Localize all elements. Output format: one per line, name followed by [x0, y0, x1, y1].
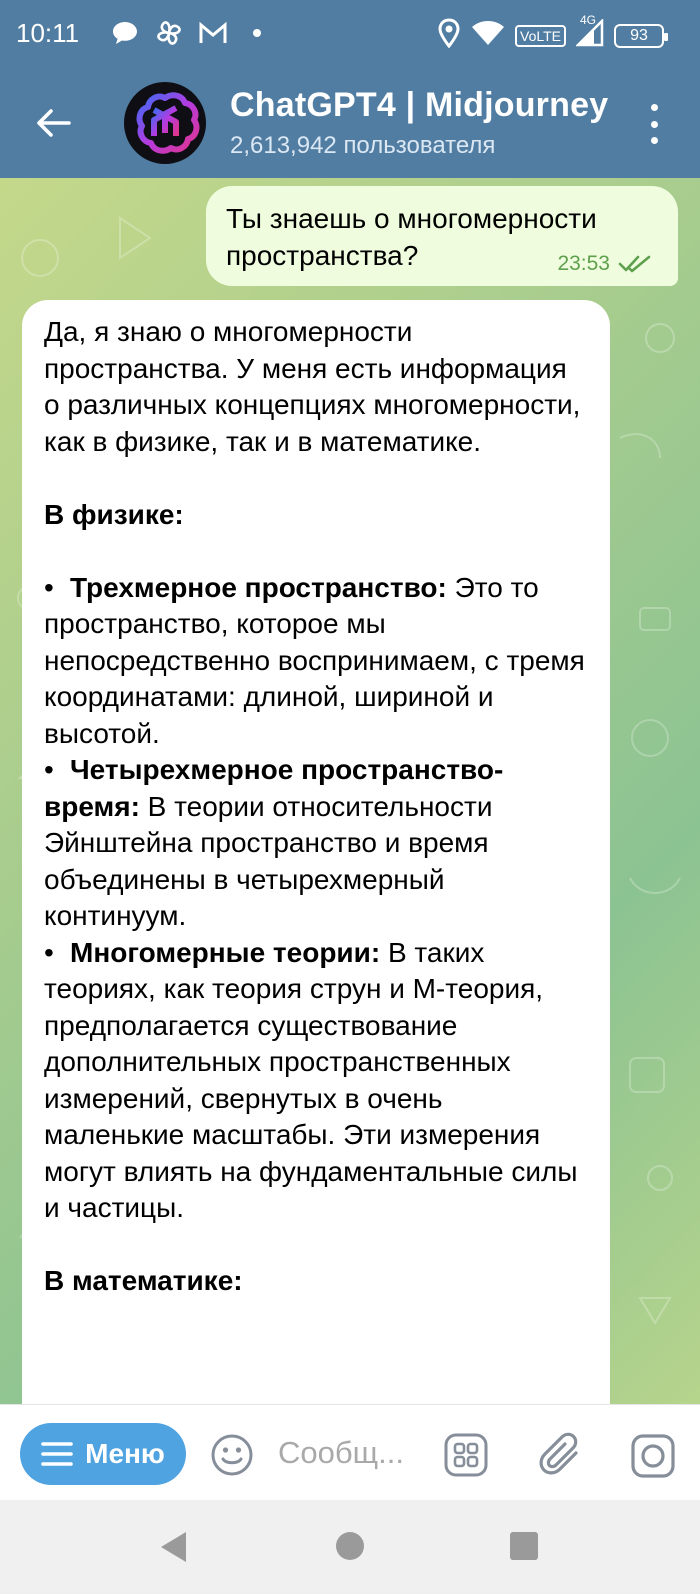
outgoing-message[interactable]	[206, 186, 678, 286]
bullet-icon: •	[44, 754, 54, 785]
network-type: 4G	[580, 13, 597, 27]
status-time: 10:11	[16, 18, 80, 48]
message-input[interactable]	[278, 1429, 428, 1477]
list-item	[44, 752, 590, 935]
battery-level: 93	[630, 26, 648, 44]
wifi-icon	[471, 20, 505, 51]
dot-icon	[651, 137, 658, 144]
location-icon	[437, 18, 461, 53]
dot-icon	[242, 18, 272, 48]
spacer	[44, 533, 590, 570]
chat-bubble-icon	[110, 18, 140, 48]
battery-icon	[614, 24, 664, 48]
back-button[interactable]	[30, 100, 76, 146]
double-check-icon	[618, 254, 652, 274]
fan-icon	[154, 18, 184, 48]
attach-button[interactable]	[538, 1431, 584, 1477]
gmail-icon	[198, 18, 228, 48]
message-intro: Да, я знаю о многомерности пространства. У меня есть информация о различных концепциях многомерности, как в физике, так и в математике.	[44, 316, 581, 457]
incoming-message[interactable]	[22, 300, 610, 1404]
notification-icons	[110, 18, 272, 48]
paperclip-icon	[538, 1431, 584, 1477]
system-status	[437, 13, 664, 53]
menu-icon	[41, 1441, 73, 1467]
bullet-icon: •	[44, 571, 54, 603]
menu-button-label: Меню	[85, 1438, 165, 1469]
signal-icon	[576, 13, 604, 52]
list-item	[44, 570, 590, 753]
bot-menu-button[interactable]	[20, 1423, 186, 1485]
arrow-left-icon	[35, 108, 71, 138]
list-item-text: В теории относительности Эйнштейна пространство и время объединены в четырехмерный континуум.	[44, 790, 493, 931]
message-meta	[557, 252, 652, 276]
chat-title[interactable]: ChatGPT4 | Midjourney	[230, 86, 609, 124]
chat-area[interactable]	[0, 178, 700, 1404]
spacer	[44, 1227, 590, 1264]
chat-header	[0, 0, 700, 178]
list-item-text: В таких теориях, как теория струн и М-теория, предполагается существование дополнительных пространственных измерений, свернутых в очень маленькие масштабы. Эти измерения могут влиять на фундаментальные силы и частицы.	[44, 936, 578, 1223]
list-item-text: Это то пространство, которое мы непосредственно воспринимаем, с тремя координатами: длиной, шириной и высотой.	[44, 571, 585, 749]
dot-icon	[651, 104, 658, 111]
member-count: 2,613,942 пользователя	[230, 132, 496, 159]
list-item-title: Трехмерное пространство:	[70, 571, 447, 603]
avatar[interactable]	[124, 82, 206, 164]
bullet-icon: •	[44, 936, 54, 968]
smiley-icon	[210, 1433, 254, 1477]
triangle-back-icon	[158, 1530, 190, 1564]
bot-commands-button[interactable]	[444, 1433, 488, 1477]
list-item-title: Четырехмерное пространство-время:	[44, 754, 504, 822]
spacer	[44, 460, 590, 497]
message-time: 23:53	[557, 252, 610, 275]
volte-badge: VoLTE	[515, 25, 566, 47]
dot-icon	[651, 121, 658, 128]
nav-home-button[interactable]	[336, 1532, 364, 1560]
message-text: Ты знаешь о многомерности пространства?	[226, 203, 597, 271]
section-heading-physics: В физике:	[44, 498, 184, 530]
camera-icon	[630, 1433, 676, 1479]
message-input-bar	[0, 1404, 700, 1500]
list-item	[44, 935, 590, 1227]
camera-button[interactable]	[630, 1433, 676, 1479]
status-bar	[0, 0, 700, 70]
nav-recents-button[interactable]	[510, 1532, 538, 1560]
more-options-button[interactable]	[644, 104, 664, 144]
section-heading-math: В математике:	[44, 1265, 243, 1296]
emoji-button[interactable]	[210, 1433, 254, 1477]
openai-logo-icon	[124, 82, 206, 164]
list-item-title: Многомерные теории:	[70, 936, 381, 968]
grid-icon	[444, 1433, 488, 1477]
system-navigation-bar	[0, 1500, 700, 1594]
nav-back-button[interactable]	[158, 1530, 190, 1564]
